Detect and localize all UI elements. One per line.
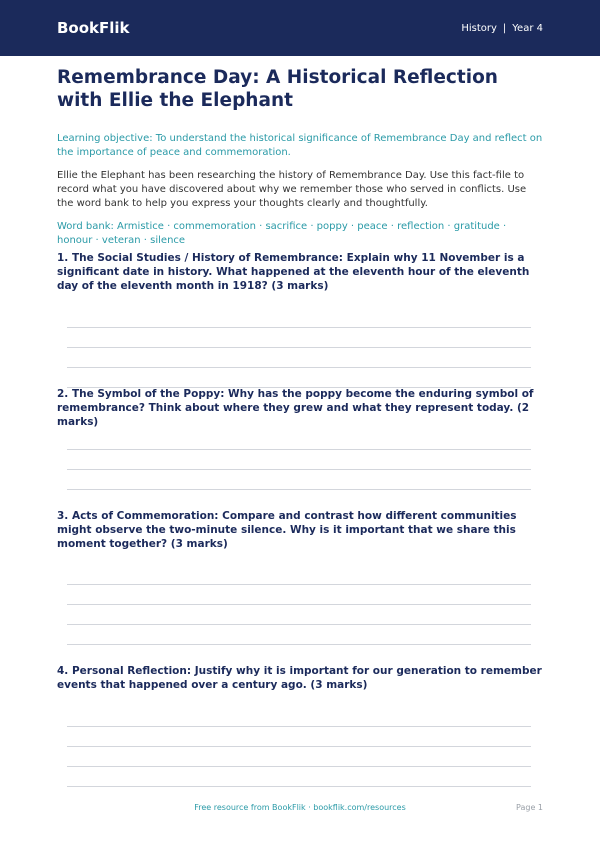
answer-line[interactable] (67, 624, 531, 625)
answer-line[interactable] (67, 786, 531, 787)
answer-line[interactable] (67, 469, 531, 470)
answer-line[interactable] (67, 347, 531, 348)
answer-line[interactable] (67, 449, 531, 450)
question-4: 4. Personal Reflection: Justify why it is important for our generation to remember events that happened over a century ago. (3 marks) (57, 665, 542, 691)
answer-line[interactable] (67, 726, 531, 727)
page-title: Remembrance Day: A Historical Reflection with Ellie the Elephant (57, 67, 498, 111)
subject-meta (461, 23, 543, 34)
question-1: 1. The Social Studies / History of Remembrance: Explain why 11 November is a significant date in history. What happened at the eleventh hour of the eleventh day of the eleventh month in 1918? (3 marks) (57, 252, 530, 292)
answer-line[interactable] (67, 644, 531, 645)
answer-line[interactable] (67, 604, 531, 605)
page-header (0, 0, 600, 56)
subject-label: History (461, 22, 497, 34)
page-footer (0, 801, 600, 815)
year-label: Year 4 (512, 22, 543, 34)
meta-separator: | (502, 22, 507, 34)
worksheet-intro (57, 66, 543, 248)
page-number: Page 1 (516, 803, 543, 812)
learning-objective: Learning objective: To understand the historical significance of Remembrance Day and reflect on the importance of peace and commemoration. (57, 133, 543, 158)
answer-line[interactable] (67, 584, 531, 585)
answer-line[interactable] (67, 489, 531, 490)
intro-text: Ellie the Elephant has been researching the history of Remembrance Day. Use this fact-file to record what you have discovered about why we remember those who served in conflicts. Use the word bank to help you express your thoughts clearly and thoughtfully. (57, 170, 527, 209)
brand-logo: BookFlik (57, 19, 130, 37)
answer-line[interactable] (67, 367, 531, 368)
footer-resource-link[interactable]: Free resource from BookFlik · bookflik.com/resources (194, 803, 406, 812)
answer-line[interactable] (67, 746, 531, 747)
question-2: 2. The Symbol of the Poppy: Why has the poppy become the enduring symbol of remembrance? Think about where they grew and what they represent today. (2 marks) (57, 388, 534, 428)
word-bank: Word bank: Armistice · commemoration · sacrifice · poppy · peace · reflection · gratitude · honour · veteran · silence (57, 221, 507, 246)
answer-line[interactable] (67, 766, 531, 767)
question-3: 3. Acts of Commemoration: Compare and contrast how different communities might observe the two-minute silence. Why is it important that we share this moment together? (3 marks) (57, 510, 517, 550)
answer-line[interactable] (67, 327, 531, 328)
